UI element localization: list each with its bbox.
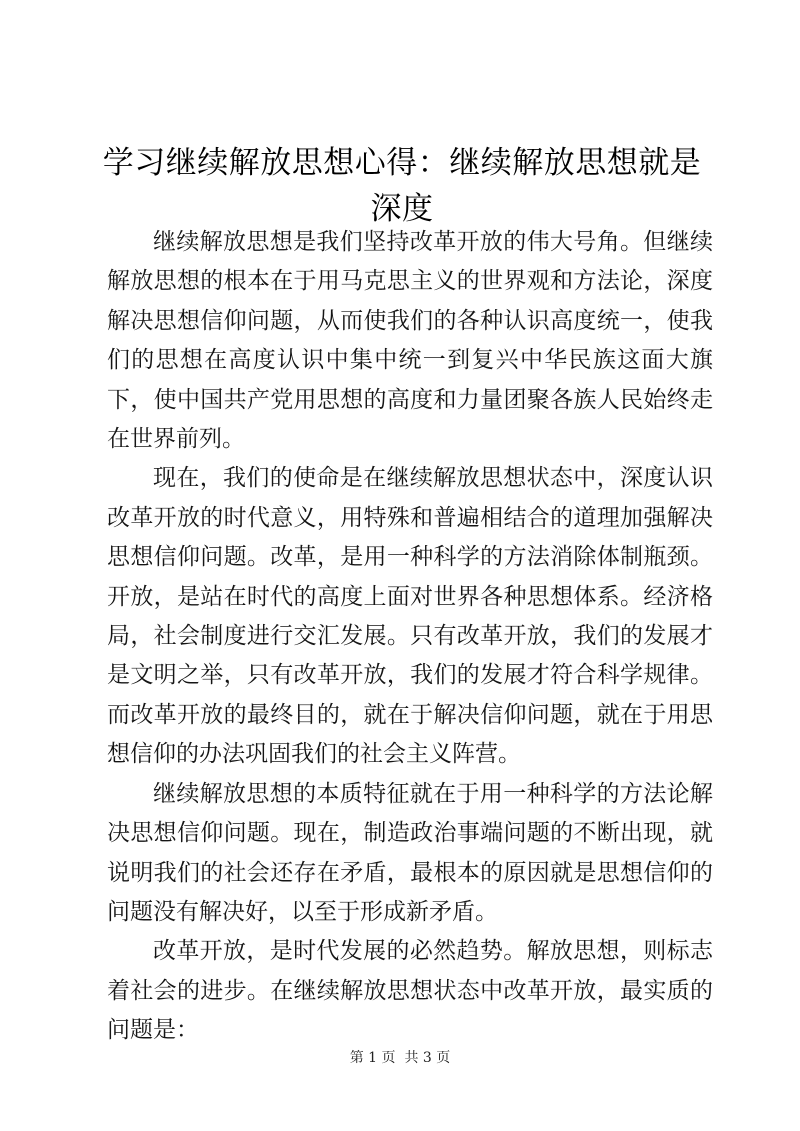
paragraph: 改革开放，是时代发展的必然趋势。解放思想，则标志着社会的进步。在继续解放思想状态中改革开放，最实质的问题是： bbox=[107, 938, 713, 1044]
document-body bbox=[107, 223, 713, 1051]
page-number: 第 1 页 共 3 页 bbox=[349, 1050, 451, 1066]
paragraph: 继续解放思想是我们坚持改革开放的伟大号角。但继续解放思想的根本在于用马克思主义的世界观和方法论，深度解决思想信仰问题，从而使我们的各种认识高度统一，使我们的思想在高度认识中集中统一到复兴中华民族这面大旗下，使中国共产党用思想的高度和力量团聚各族人民始终走在世界前列。 bbox=[107, 229, 713, 453]
paragraph: 现在，我们的使命是在继续解放思想状态中，深度认识改革开放的时代意义，用特殊和普遍相结合的道理加强解决思想信仰问题。改革，是用一种科学的方法消除体制瓶颈。开放，是站在时代的高度上面对世界各种思想体系。经济格局，社会制度进行交汇发展。只有改革开放，我们的发展才是文明之举，只有改革开放，我们的发展才符合科学规律。而改革开放的最终目的，就在于解决信仰问题，就在于用思想信仰的办法巩固我们的社会主义阵营。 bbox=[107, 465, 713, 768]
document-title: 学习继续解放思想心得：继续解放思想就是深度 bbox=[102, 145, 702, 227]
page-footer bbox=[0, 1047, 800, 1067]
paragraph: 继续解放思想的本质特征就在于用一种科学的方法论解决思想信仰问题。现在，制造政治事端问题的不断出现，就说明我们的社会还存在矛盾，最根本的原因就是思想信仰的问题没有解决好，以至于形成新矛盾。 bbox=[107, 780, 713, 925]
